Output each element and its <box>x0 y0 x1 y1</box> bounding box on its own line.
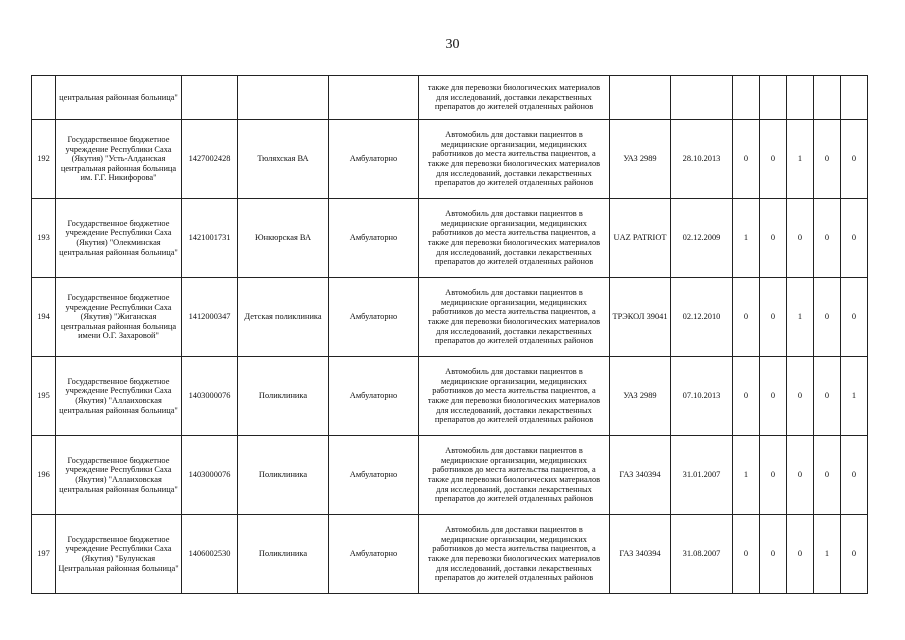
cell-count-2: 0 <box>760 357 787 436</box>
cell-count-1: 1 <box>733 436 760 515</box>
cell-count-5: 0 <box>841 278 868 357</box>
table-row <box>32 120 868 199</box>
cell-date: 02.12.2010 <box>671 278 733 357</box>
cell-count-5: 0 <box>841 515 868 594</box>
cell-organization: центральная районная больница" <box>56 76 182 120</box>
cell-count-4: 0 <box>814 278 841 357</box>
cell-count-2: 0 <box>760 199 787 278</box>
cell-count-5: 0 <box>841 120 868 199</box>
cell-purpose: Автомобиль для доставки пациентов в медицинские организации, медицинских работников до места жительства пациентов, а также для перевозки биологических материалов для исследований, доставки лекарственных препаратов до жителей отдаленных районов <box>419 357 610 436</box>
cell-inn: 1412000347 <box>182 278 238 357</box>
cell-number: 196 <box>32 436 56 515</box>
cell-unit: Поликлиника <box>238 357 329 436</box>
cell-care-type: Амбулаторно <box>329 357 419 436</box>
cell-count-4: 0 <box>814 357 841 436</box>
cell-date <box>671 76 733 120</box>
cell-unit: Юнкюрская ВА <box>238 199 329 278</box>
cell-inn: 1427002428 <box>182 120 238 199</box>
cell-count-4: 0 <box>814 199 841 278</box>
cell-purpose: также для перевозки биологических материалов для исследований, доставки лекарственных препаратов до жителей отдаленных районов <box>419 76 610 120</box>
cell-care-type: Амбулаторно <box>329 515 419 594</box>
table-row <box>32 199 868 278</box>
cell-count-5 <box>841 76 868 120</box>
cell-unit: Поликлиника <box>238 436 329 515</box>
cell-inn: 1421001731 <box>182 199 238 278</box>
cell-number: 197 <box>32 515 56 594</box>
cell-date: 28.10.2013 <box>671 120 733 199</box>
table-row <box>32 436 868 515</box>
cell-number: 192 <box>32 120 56 199</box>
cell-count-5: 0 <box>841 199 868 278</box>
cell-organization: Государственное бюджетное учреждение Республики Саха (Якутия) "Усть-Алданская центральная районная больница им. Г.Г. Никифорова" <box>56 120 182 199</box>
vehicle-registry-table <box>31 75 868 594</box>
cell-count-3 <box>787 76 814 120</box>
cell-count-3: 1 <box>787 120 814 199</box>
cell-purpose: Автомобиль для доставки пациентов в медицинские организации, медицинских работников до места жительства пациентов, а также для перевозки биологических материалов для исследований, доставки лекарственных препаратов до жителей отдаленных районов <box>419 515 610 594</box>
cell-inn: 1403000076 <box>182 357 238 436</box>
cell-model: UAZ PATRIOT <box>610 199 671 278</box>
cell-model: ТРЭКОЛ 39041 <box>610 278 671 357</box>
cell-count-4 <box>814 76 841 120</box>
cell-count-5: 0 <box>841 436 868 515</box>
cell-count-3: 0 <box>787 436 814 515</box>
cell-date: 07.10.2013 <box>671 357 733 436</box>
cell-count-2: 0 <box>760 278 787 357</box>
cell-care-type: Амбулаторно <box>329 120 419 199</box>
cell-inn <box>182 76 238 120</box>
cell-organization: Государственное бюджетное учреждение Республики Саха (Якутия) "Олекминская центральная районная больница" <box>56 199 182 278</box>
cell-model: ГАЗ 340394 <box>610 436 671 515</box>
cell-care-type <box>329 76 419 120</box>
cell-number: 195 <box>32 357 56 436</box>
cell-count-2: 0 <box>760 515 787 594</box>
cell-model: ГАЗ 340394 <box>610 515 671 594</box>
cell-model <box>610 76 671 120</box>
cell-date: 31.08.2007 <box>671 515 733 594</box>
cell-care-type: Амбулаторно <box>329 436 419 515</box>
cell-count-3: 0 <box>787 199 814 278</box>
cell-unit: Детская поликлиника <box>238 278 329 357</box>
cell-count-1: 1 <box>733 199 760 278</box>
cell-count-3: 0 <box>787 357 814 436</box>
cell-count-4: 0 <box>814 120 841 199</box>
cell-number <box>32 76 56 120</box>
cell-number: 193 <box>32 199 56 278</box>
cell-count-3: 1 <box>787 278 814 357</box>
table-row <box>32 515 868 594</box>
cell-organization: Государственное бюджетное учреждение Республики Саха (Якутия) "Аллаиховская центральная районная больница" <box>56 357 182 436</box>
cell-date: 02.12.2009 <box>671 199 733 278</box>
cell-unit: Тюляхская ВА <box>238 120 329 199</box>
cell-purpose: Автомобиль для доставки пациентов в медицинские организации, медицинских работников до места жительства пациентов, а также для перевозки биологических материалов для исследований, доставки лекарственных препаратов до жителей отдаленных районов <box>419 199 610 278</box>
cell-inn: 1403000076 <box>182 436 238 515</box>
cell-unit: Поликлиника <box>238 515 329 594</box>
cell-organization: Государственное бюджетное учреждение Республики Саха (Якутия) "Аллаиховская центральная районная больница" <box>56 436 182 515</box>
cell-count-1: 0 <box>733 278 760 357</box>
cell-model: УАЗ 2989 <box>610 120 671 199</box>
cell-unit <box>238 76 329 120</box>
cell-count-2: 0 <box>760 436 787 515</box>
cell-care-type: Амбулаторно <box>329 278 419 357</box>
cell-count-3: 0 <box>787 515 814 594</box>
cell-organization: Государственное бюджетное учреждение Республики Саха (Якутия) "Булунская Центральная районная больница" <box>56 515 182 594</box>
continuation-row <box>32 76 868 120</box>
table-row <box>32 278 868 357</box>
cell-count-1 <box>733 76 760 120</box>
table-body <box>32 76 868 594</box>
cell-purpose: Автомобиль для доставки пациентов в медицинские организации, медицинских работников до места жительства пациентов, а также для перевозки биологических материалов для исследований, доставки лекарственных препаратов до жителей отдаленных районов <box>419 120 610 199</box>
cell-count-1: 0 <box>733 357 760 436</box>
cell-number: 194 <box>32 278 56 357</box>
page-number: 30 <box>445 37 460 52</box>
cell-count-1: 0 <box>733 515 760 594</box>
cell-model: УАЗ 2989 <box>610 357 671 436</box>
cell-count-5: 1 <box>841 357 868 436</box>
cell-care-type: Амбулаторно <box>329 199 419 278</box>
cell-purpose: Автомобиль для доставки пациентов в медицинские организации, медицинских работников до места жительства пациентов, а также для перевозки биологических материалов для исследований, доставки лекарственных препаратов до жителей отдаленных районов <box>419 278 610 357</box>
cell-count-1: 0 <box>733 120 760 199</box>
cell-purpose: Автомобиль для доставки пациентов в медицинские организации, медицинских работников до места жительства пациентов, а также для перевозки биологических материалов для исследований, доставки лекарственных препаратов до жителей отдаленных районов <box>419 436 610 515</box>
cell-count-2 <box>760 76 787 120</box>
cell-organization: Государственное бюджетное учреждение Республики Саха (Якутия) "Жиганская центральная районная больница имени О.Г. Захаровой" <box>56 278 182 357</box>
cell-inn: 1406002530 <box>182 515 238 594</box>
table-row <box>32 357 868 436</box>
cell-count-4: 0 <box>814 436 841 515</box>
cell-count-4: 1 <box>814 515 841 594</box>
cell-date: 31.01.2007 <box>671 436 733 515</box>
cell-count-2: 0 <box>760 120 787 199</box>
